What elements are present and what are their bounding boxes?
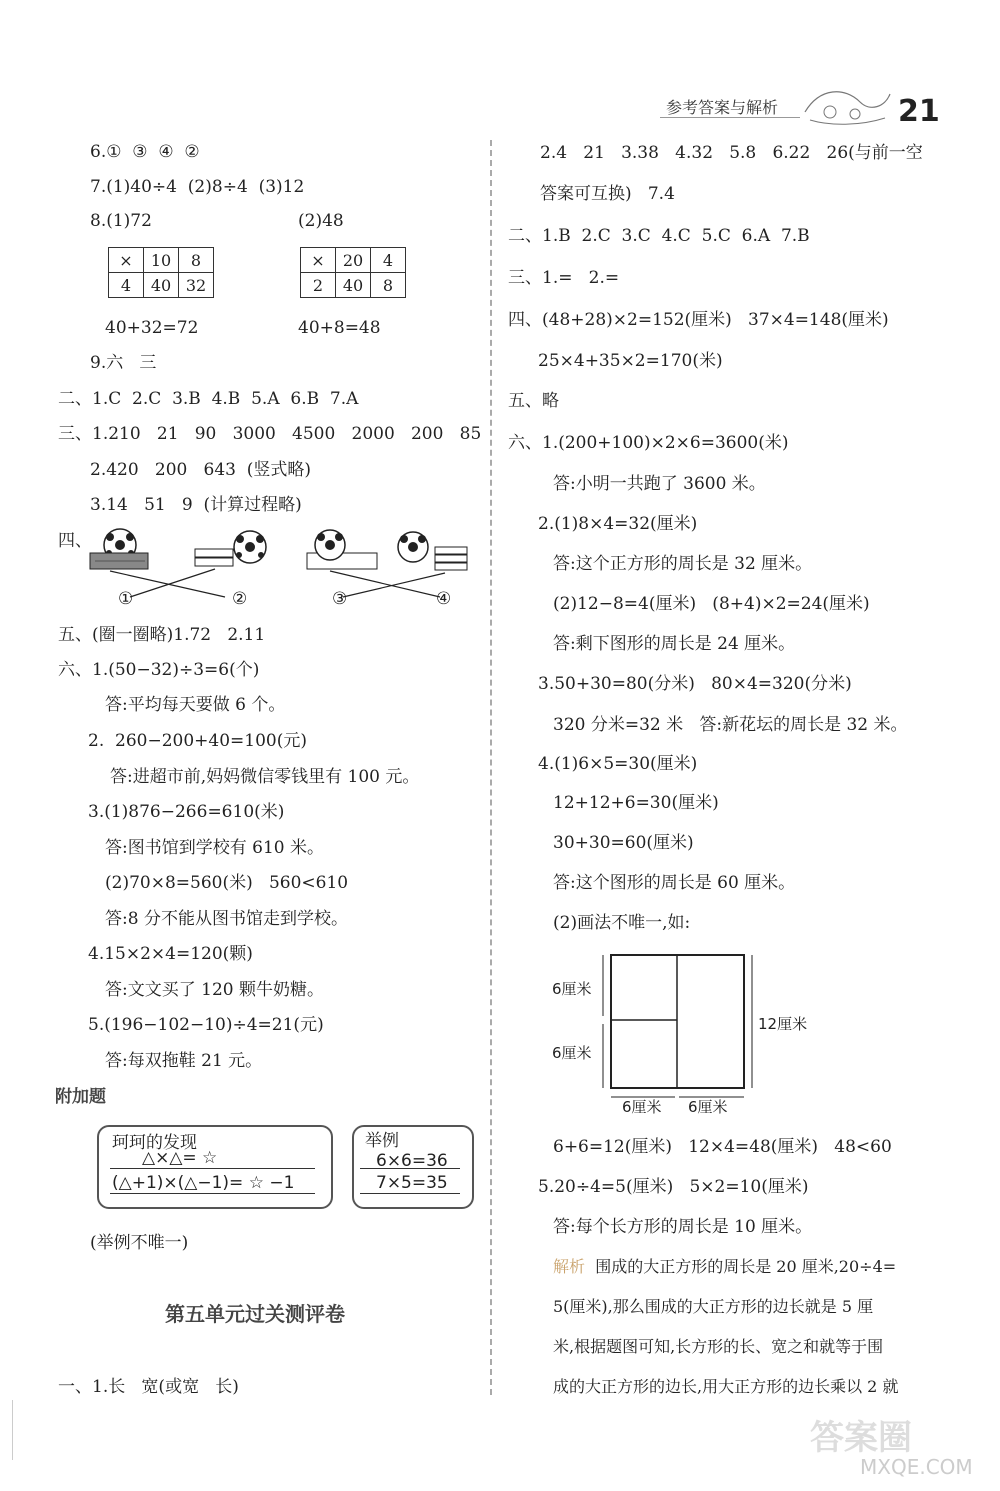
answer-line: (2)48 xyxy=(298,211,344,231)
option-label: ① xyxy=(118,589,134,609)
table-cell: 40 xyxy=(336,273,371,298)
answer-line: 答:这个正方形的周长是 32 厘米。 xyxy=(553,554,813,574)
rule-line xyxy=(360,1193,460,1194)
answer-line: 30+30=60(厘米) xyxy=(553,833,694,853)
table-cell: 4 xyxy=(371,248,406,273)
answer-line: 答:每双拖鞋 21 元。 xyxy=(105,1051,263,1071)
answer-line: (2)12−8=4(厘米) (8+4)×2=24(厘米) xyxy=(553,594,870,614)
answer-line: 3.(1)876−266=610(米) xyxy=(88,802,285,822)
answer-line: 12+12+6=30(厘米) xyxy=(553,793,719,813)
table-cell: 8 xyxy=(179,248,214,273)
answer-line: 答:8 分不能从图书馆走到学校。 xyxy=(105,909,348,929)
answer-line: 320 分米=32 米 答:新花坛的周长是 32 米。 xyxy=(553,715,908,735)
analysis-line: 米,根据题图可知,长方形的长、宽之和就等于围 xyxy=(553,1337,884,1356)
answer-line: 六、1.(200+100)×2×6=3600(米) xyxy=(508,433,789,453)
table-cell: 4 xyxy=(109,273,144,298)
answer-line: 2.(1)8×4=32(厘米) xyxy=(538,514,698,534)
table-cell: 40 xyxy=(144,273,179,298)
block-stack-icon xyxy=(195,549,233,566)
balance-diagram xyxy=(85,525,470,620)
table-cell: × xyxy=(109,248,144,273)
soccer-ball-icon xyxy=(234,531,266,563)
answer-line: 4.15×2×4=120(颗) xyxy=(88,944,253,964)
answer-line: 3.50+30=80(分米) 80×4=320(分米) xyxy=(538,674,852,694)
table-cell: × xyxy=(301,248,336,273)
answer-line: 7.(1)40÷4 (2)8÷4 (3)12 xyxy=(90,177,305,197)
block-stack-icon xyxy=(435,547,467,570)
example-formula-2: 7×5=35 xyxy=(376,1173,448,1193)
watermark-url: MXQE.COM xyxy=(860,1455,973,1479)
answer-line: 一、1.长 宽(或宽 长) xyxy=(58,1377,239,1397)
answer-line: 答:剩下图形的周长是 24 厘米。 xyxy=(553,634,796,654)
discovery-title: 珂珂的发现 xyxy=(112,1133,197,1153)
section-title: 第五单元过关测评卷 xyxy=(165,1302,345,1326)
multiplication-table-2 xyxy=(300,247,406,298)
example-formula-1: 6×6=36 xyxy=(376,1151,448,1171)
answer-line: 三、1.= 2.= xyxy=(508,268,620,288)
answer-line: 8.(1)72 xyxy=(90,211,152,231)
answer-line: 答:文文买了 120 颗牛奶糖。 xyxy=(105,980,324,1000)
answer-line: 六、1.(50−32)÷3=6(个) xyxy=(58,660,260,680)
answer-line: 答:进超市前,妈妈微信零钱里有 100 元。 xyxy=(110,767,420,787)
rule-line xyxy=(360,1168,460,1169)
rule-line xyxy=(110,1193,315,1194)
soccer-ball-icon xyxy=(315,530,345,560)
discovery-formula-2: (△+1)×(△−1)= ☆ −1 xyxy=(112,1173,295,1193)
header-title: 参考答案与解析 xyxy=(666,98,779,117)
table-cell: 20 xyxy=(336,248,371,273)
analysis-line xyxy=(553,1256,896,1278)
answer-line: (2)70×8=560(米) 560<610 xyxy=(105,873,349,893)
column-divider xyxy=(490,140,492,1395)
table-cell: 2 xyxy=(301,273,336,298)
answer-line: 6+6=12(厘米) 12×4=48(厘米) 48<60 xyxy=(553,1137,892,1157)
rectangle-diagram xyxy=(595,950,760,1125)
answer-line: 三、1.210 21 90 3000 4500 2000 200 85 xyxy=(58,424,482,444)
option-label: ② xyxy=(232,589,248,609)
answer-line: 二、1.B 2.C 3.C 4.C 5.C 6.A 7.B xyxy=(508,226,810,246)
answer-line: 答:平均每天要做 6 个。 xyxy=(105,695,286,715)
soccer-ball-icon xyxy=(398,532,428,562)
page-edge-line xyxy=(12,1400,13,1460)
block-icon xyxy=(307,553,377,569)
analysis-text: 围成的大正方形的周长是 20 厘米,20÷4= xyxy=(585,1257,897,1276)
answer-line: 6.① ③ ④ ② xyxy=(90,142,200,162)
answer-line: 2.4 21 3.38 4.32 5.8 6.22 26(与前一空 xyxy=(540,143,923,163)
answer-line: 答:这个图形的周长是 60 厘米。 xyxy=(553,873,796,893)
dimension-label: 6厘米 xyxy=(552,1044,592,1062)
answer-line: 答:小明一共跑了 3600 米。 xyxy=(553,474,766,494)
answer-line: 答案可互换) 7.4 xyxy=(540,184,675,204)
answer-line: 五、(圈一圈略)1.72 2.11 xyxy=(58,625,266,645)
answer-line: 40+8=48 xyxy=(298,318,381,338)
dimension-label: 6厘米 xyxy=(622,1098,662,1116)
table-cell: 32 xyxy=(179,273,214,298)
option-label: ④ xyxy=(436,589,452,609)
answer-line: 9.六 三 xyxy=(90,353,157,373)
analysis-line: 5(厘米),那么围成的大正方形的边长就是 5 厘 xyxy=(553,1297,874,1316)
answer-line: 2. 260−200+40=100(元) xyxy=(88,731,307,751)
header-decoration-icon xyxy=(800,82,895,127)
bonus-heading: 附加题 xyxy=(55,1087,106,1107)
answer-line: 5.(196−102−10)÷4=21(元) xyxy=(88,1015,324,1035)
watermark-logo: 答案圈 xyxy=(810,1418,912,1458)
answer-line: (2)画法不唯一,如: xyxy=(553,913,691,933)
answer-line: 答:每个长方形的周长是 10 厘米。 xyxy=(553,1217,813,1237)
analysis-tag: 解析 xyxy=(553,1257,586,1276)
rule-line xyxy=(110,1168,315,1169)
answer-line: 四、(48+28)×2=152(厘米) 37×4=148(厘米) xyxy=(508,310,889,330)
answer-line: 5.20÷4=5(厘米) 5×2=10(厘米) xyxy=(538,1177,809,1197)
discovery-formula-1: △×△= ☆ xyxy=(142,1148,218,1168)
answer-line: 4.(1)6×5=30(厘米) xyxy=(538,754,698,774)
option-label: ③ xyxy=(332,589,348,609)
multiplication-table-1 xyxy=(108,247,214,298)
answer-line: 40+32=72 xyxy=(105,318,199,338)
answer-line: (举例不唯一) xyxy=(90,1233,189,1253)
header-underline xyxy=(660,117,800,118)
analysis-line: 成的大正方形的边长,用大正方形的边长乘以 2 就 xyxy=(553,1377,899,1396)
answer-line: 四、 xyxy=(58,531,92,551)
dimension-label: 6厘米 xyxy=(552,980,592,998)
answer-line: 25×4+35×2=170(米) xyxy=(538,351,723,371)
answer-line: 答:图书馆到学校有 610 米。 xyxy=(105,838,324,858)
example-title: 举例 xyxy=(365,1131,399,1151)
answer-line: 2.420 200 643 (竖式略) xyxy=(90,460,312,480)
dimension-label: 6厘米 xyxy=(688,1098,728,1116)
answer-line: 五、略 xyxy=(508,391,559,411)
page-number: 21 xyxy=(898,94,940,129)
answer-line: 二、1.C 2.C 3.B 4.B 5.A 6.B 7.A xyxy=(58,389,359,409)
dimension-label: 12厘米 xyxy=(758,1015,808,1033)
table-cell: 10 xyxy=(144,248,179,273)
answer-line: 3.14 51 9 (计算过程略) xyxy=(90,495,302,515)
table-cell: 8 xyxy=(371,273,406,298)
